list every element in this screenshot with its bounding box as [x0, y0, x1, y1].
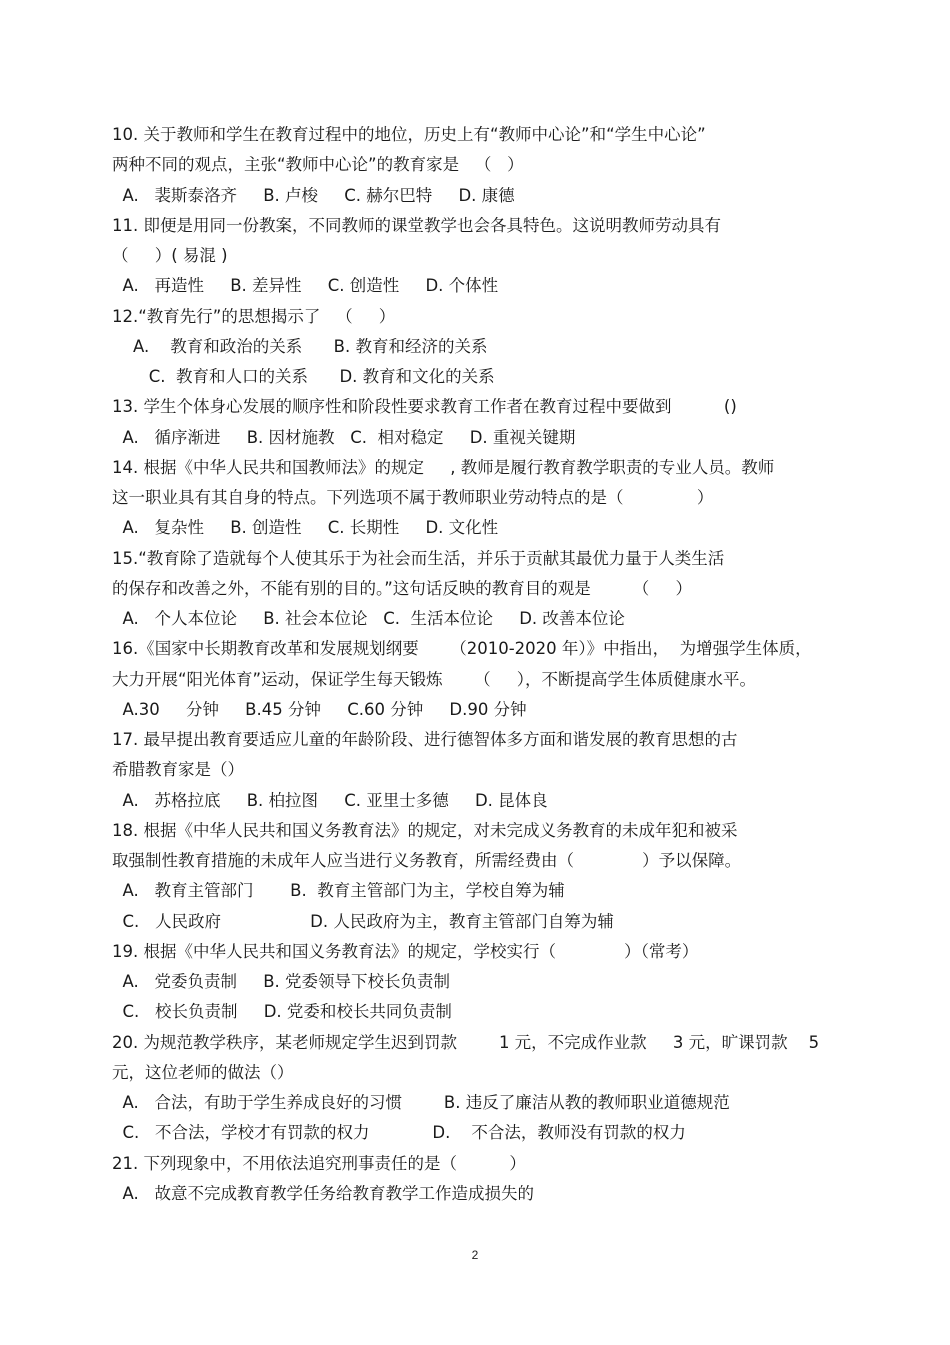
question-stem: 13. 学生个体身心发展的顺序性和阶段性要求教育工作者在教育过程中要做到 () [112, 397, 737, 417]
question-line: A. 党委负责制 B. 党委领导下校长负责制 [112, 972, 451, 991]
question-line: C. 校长负责制 D. 党委和校长共同负责制 [112, 1002, 452, 1022]
question-line: A. 裴斯泰洛齐 B. 卢梭 C. 赫尔巴特 D. 康德 [112, 185, 515, 205]
question-line: 取强制性教育措施的未成年人应当进行义务教育，所需经费由（ ）予以保障。 [112, 851, 742, 870]
question-stem: 20. 为规范教学秩序，某老师规定学生迟到罚款 1 元，不完成作业款 3 元，旷课罚款 5 [112, 1032, 820, 1052]
question-line: A.30 分钟 B.45 分钟 C.60 分钟 D.90 分钟 [112, 699, 527, 719]
question-stem: 14. 根据《中华人民共和国教师法》的规定 , 教师是履行教育教学职责的专业人员。教师 [112, 457, 775, 477]
question-line: 元，这位老师的做法（） [112, 1062, 294, 1082]
question-stem: 10. 关于教师和学生在教育过程中的地位，历史上有“教师中心论”和“学生中心论” [112, 125, 706, 144]
question-stem: 19. 根据《中华人民共和国义务教育法》的规定，学校实行（ ）（常考） [112, 941, 699, 961]
question-line: 两种不同的观点，主张“教师中心论”的教育家是 （ ） [112, 155, 524, 175]
question-line: （ ）( 易混 ) [112, 246, 228, 265]
question-line: A. 教育和政治的关系 B. 教育和经济的关系 [112, 336, 488, 356]
question-stem: 15.“教育除了造就每个人使其乐于为社会而生活，并乐于贡献其最优力量于人类生活 [112, 548, 725, 568]
question-line: A. 合法，有助于学生养成良好的习惯 B. 违反了廉洁从教的教师职业道德规范 [112, 1093, 730, 1112]
question-stem: 21. 下列现象中，不用依法追究刑事责任的是（ ） [112, 1153, 526, 1173]
question-line: A. 苏格拉底 B. 柏拉图 C. 亚里士多德 D. 昆体良 [112, 790, 548, 810]
question-line: C. 不合法，学校才有罚款的权力 D. 不合法，教师没有罚款的权力 [112, 1123, 686, 1143]
question-line: 这一职业具有其自身的特点。下列选项不属于教师职业劳动特点的是（ ） [112, 488, 714, 507]
question-stem: 12.“教育先行”的思想揭示了 （ ） [112, 306, 396, 326]
question-stem: 16.《国家中长期教育改革和发展规划纲要 （2010-2020 年）》中指出， 为增强学生体质， [112, 639, 812, 659]
question-line: A. 复杂性 B. 创造性 C. 长期性 D. 文化性 [112, 518, 499, 538]
question-line: A. 教育主管部门 B. 教育主管部门为主，学校自筹为辅 [112, 881, 565, 901]
page-number: 2 [471, 1248, 479, 1262]
question-stem: 11. 即便是用同一份教案，不同教师的课堂教学也会各具特色。这说明教师劳动具有 [112, 215, 721, 235]
question-line: 希腊教育家是（） [112, 760, 244, 780]
question-line: C. 人民政府 D. 人民政府为主，教育主管部门自筹为辅 [112, 911, 614, 931]
question-stem: 18. 根据《中华人民共和国义务教育法》的规定，对未完成义务教育的未成年犯和被采 [112, 820, 738, 840]
question-line: A. 故意不完成教育教学任务给教育教学工作造成损失的 [112, 1183, 534, 1203]
question-line: 大力开展“阳光体育”运动，保证学生每天锻炼 （ ），不断提高学生体质健康水平。 [112, 669, 757, 689]
question-line: A. 循序渐进 B. 因材施教 C. 相对稳定 D. 重视关键期 [112, 427, 576, 447]
question-stem: 17. 最早提出教育要适应儿童的年龄阶段、进行德智体多方面和谐发展的教育思想的古 [112, 730, 738, 749]
question-line: C. 教育和人口的关系 D. 教育和文化的关系 [112, 367, 495, 386]
question-line: A. 个人本位论 B. 社会本位论 C. 生活本位论 D. 改善本位论 [112, 609, 625, 628]
question-line: A. 再造性 B. 差异性 C. 创造性 D. 个体性 [112, 276, 499, 296]
question-line: 的保存和改善之外，不能有别的目的。”这句话反映的教育目的观是 （ ） [112, 578, 692, 598]
